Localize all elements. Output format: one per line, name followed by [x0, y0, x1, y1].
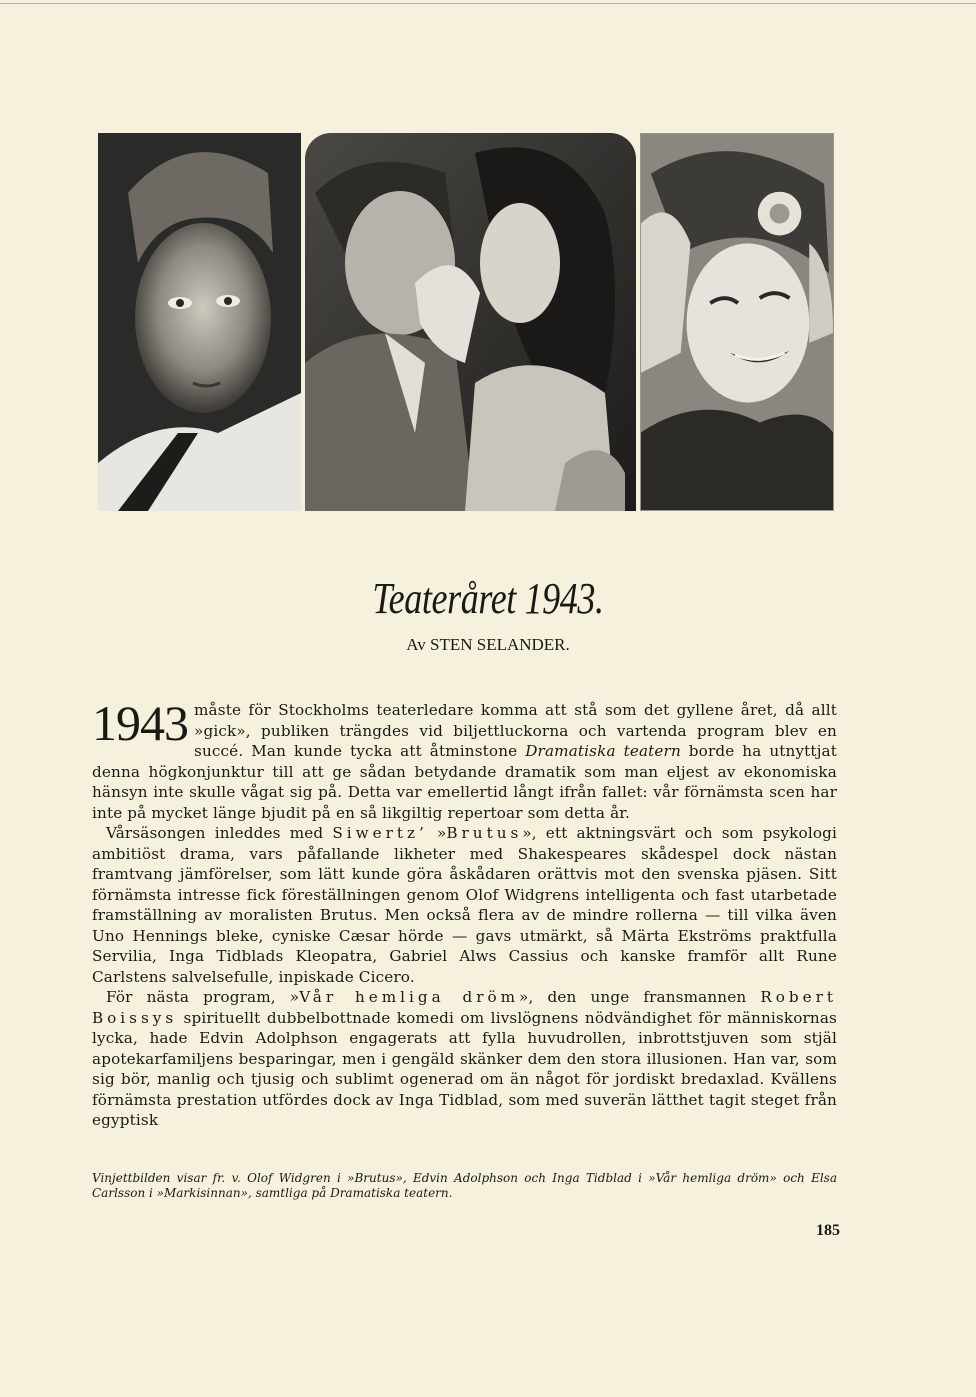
p3-spaced-author: Robert Boissys: [92, 988, 837, 1027]
paragraph-1: [92, 695, 838, 823]
photo-caption: Vinjettbilden visar fr. v. Olof Widgren i »Brutus», Edvin Adolphson och Inga Tidblad i »Vår hemliga dröm» och Elsa Carlsson i »Markisinnan», samtliga på Dramatiska teatern.: [92, 1171, 837, 1200]
p2-text-3: », ett aktningsvärt och som psykologi ambitiöst drama, vars påfallande likheter med Shakespeares skådespel dock nästan framtvang jämförelser, som lätt kunde göra åskådaren orättvis mot den svenska pjäsen. Sitt förnämsta intresse fick föreställningen genom Olof Widgrens intelligenta och fast utarbetade framställning av moralisten Brutus. Men också flera av de mindre rollerna — till vilka även Uno Hennings bleke, cyniske Cæsar hörde — gavs utmärkt, så Märta Ekströms praktfulla Servilia, Inga Tidblads Kleopatra, Gabriel Alws Cassius och kanske framför allt Rune Carlstens salvelsefulle, inpiskade Cicero.: [92, 824, 837, 986]
p2-spaced-play: Brutus: [446, 824, 523, 842]
p2-spaced-author: Siwertz’: [332, 824, 428, 842]
byline-prefix: Av: [406, 635, 426, 654]
p3-text-3: spirituellt dubbelbottnade komedi om livslögnens nödvändighet för människornas lycka, hade Edvin Adolphson engagerats att fylla huvudrollen, inbrottstjuven som stjäl apotekarfamiljens besparingar, men i gengäld skänker dem den stora illusionen. Han var, som sig bör, manlig och tjusig och sublimt ogenerad om än något för jordiskt bredaxlad. Kvällens förnämsta prestation utfördes dock av Inga Tidblad, som med suverän lätthet tagit steget från egyptisk: [92, 1008, 837, 1129]
page-top-edge: [0, 3, 976, 4]
article-title: Teateråret 1943.: [372, 574, 604, 623]
p1-italic-theatre: Dramatiska teatern: [525, 742, 681, 760]
author-name: STEN SELANDER.: [429, 635, 570, 654]
paragraph-2: [92, 823, 837, 987]
vignette-photos: [98, 133, 834, 511]
photo-elsa-carlsson: [640, 133, 834, 511]
photo-adolphson-tidblad: [305, 133, 636, 511]
page-number: 185: [816, 1222, 840, 1239]
p3-text-1: För nästa program, »: [106, 988, 300, 1006]
p3-spaced-play: Vår hemliga dröm: [299, 988, 520, 1006]
paragraph-3: [92, 987, 837, 1131]
p2-text-2: »: [427, 824, 447, 842]
drop-cap-year: 1943: [92, 695, 188, 751]
photo-olof-widgren: [98, 133, 301, 511]
article-body: [92, 695, 838, 1131]
p2-text-1: Vårsäsongen inleddes med: [106, 824, 333, 842]
p1-text-2: borde ha utnyttjat denna högkonjunktur till att ge sådan betydande dramatik som man eljest av ekonomiska hänsyn inte skulle vågat sig på. Detta var emellertid långt ifrån fallet: vår förnämsta scen har inte på mycket länge bjudit på en så likgiltig repertoar som detta år.: [92, 742, 838, 822]
p1-text-1: måste för Stockholms teaterledare komma att stå som det gyllene året, då allt »gick», publiken trängdes vid biljettluckorna och vartenda program blev en succé. Man kunde tycka att åtminstone: [194, 701, 837, 760]
article-byline: [0, 635, 976, 655]
p3-text-2: », den unge fransmannen: [519, 988, 761, 1006]
